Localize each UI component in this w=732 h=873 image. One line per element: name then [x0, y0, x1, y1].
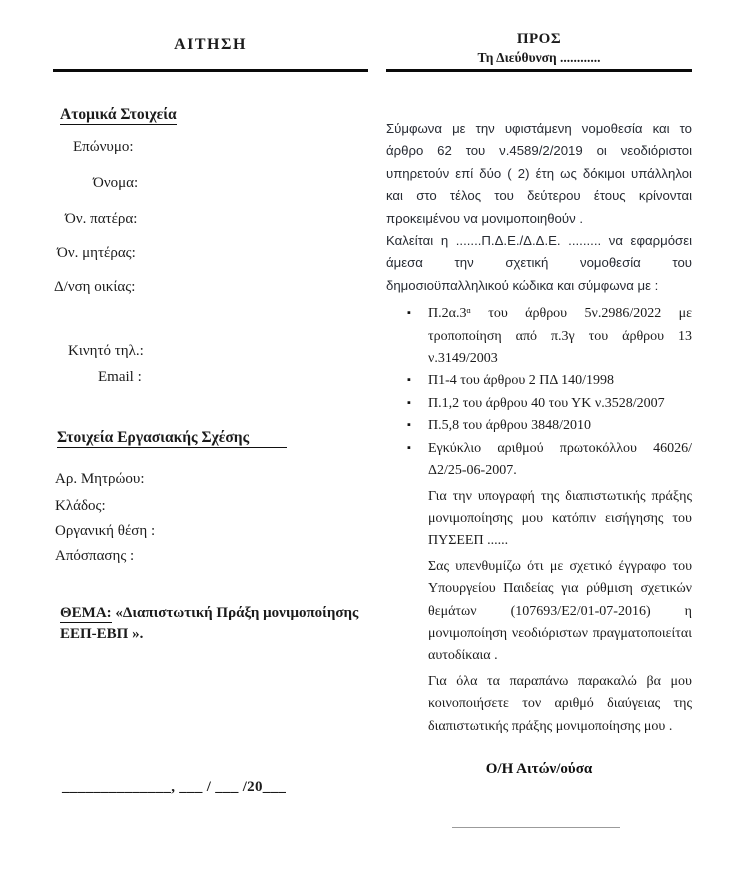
recipient-line: Τη Διεύθυνση ............ — [477, 50, 601, 65]
list-item — [407, 303, 692, 370]
field-label-mobile-phone: Κινητό τηλ.: — [68, 343, 144, 359]
legal-references-list — [386, 303, 692, 482]
list-item-text: Π.1,2 του άρθρου 40 του ΥΚ ν.3528/2007 — [428, 395, 665, 411]
list-item — [407, 415, 692, 437]
subject-label: ΘΕΜΑ: — [60, 605, 112, 621]
left-column — [53, 0, 368, 873]
list-item-text: Π1-4 του άρθρου 2 ΠΔ 140/1998 — [428, 373, 615, 389]
list-item — [407, 370, 692, 392]
paragraph-ministry-reminder: Σας υπενθυμίζω ότι με σχετικό έγγραφο του Υπουργείου Παιδείας για ρύθμιση σχετικών θεμάτων (107693/Ε2/01-07-2016) η μονιμοποίηση νεοδιόριστων πραγματοποιείται αυτοδίκαια . — [428, 558, 692, 664]
employment-details-heading-label: Στοιχεία Εργασιακής Σχέσης — [57, 429, 287, 448]
field-label-registry-number: Αρ. Μητρώου: — [55, 471, 145, 487]
applicant-signature-label: Ο/Η Αιτών/ούσα — [485, 761, 593, 777]
field-label-secondment: Απόσπασης : — [55, 548, 135, 564]
right-header-rule — [386, 69, 692, 72]
list-item-text: Π.2α.3ᵅ του άρθρου 5ν.2986/2022 με τροποποίηση από π.3γ του άρθρου 13 ν.3149/2003 — [428, 306, 692, 367]
personal-details-heading-label: Ατομικά Στοιχεία — [60, 106, 177, 123]
paragraph-legal-basis: Σύμφωνα με την υφιστάμενη νομοθεσία και το άρθρο 62 του ν.4589/2/2019 οι νεοδιόριστοι υπηρετούν επί δύο ( 2) έτη ως δόκιμοι υπάλληλοι και στο τέλος του δεύτερου έτους κρίνονται προκειμένου να μονιμοποιηθούν . — [386, 121, 692, 226]
subject-text: «Διαπιστωτική Πράξη μονιμοποίησης ΕΕΠ-ΕΒΠ ». — [60, 605, 359, 642]
to-label: ΠΡΟΣ — [516, 31, 562, 47]
field-label-mother-name: Όν. μητέρας: — [57, 245, 136, 261]
field-label-organic-post: Οργανική θέση : — [55, 523, 156, 539]
list-item — [407, 438, 692, 483]
bullet-icon: ▪ — [407, 419, 411, 432]
bullet-icon: ▪ — [407, 441, 411, 454]
paragraph-signature-request: Για την υπογραφή της διαπιστωτικής πράξης μονιμοποίησης μου κατόπιν εισήγησης του ΠΥΣΕΕΠ ...... — [428, 488, 692, 549]
list-item-text: Εγκύκλιο αριθμού πρωτοκόλλου 46026/Δ2/25-06-2007. — [428, 440, 692, 479]
field-label-email: Email : — [98, 369, 142, 385]
right-column — [386, 0, 692, 873]
employment-details-heading — [57, 429, 287, 447]
personal-details-heading — [60, 106, 177, 124]
signature-line — [452, 827, 620, 828]
field-label-branch: Κλάδος: — [55, 498, 106, 514]
field-label-surname: Επώνυμο: — [73, 139, 134, 155]
left-header-rule — [53, 69, 368, 72]
place-date-blank-line: ______________, ___ / ___ /20___ — [62, 779, 287, 795]
subject-line — [60, 603, 365, 645]
list-item-text: Π.5,8 του άρθρου 3848/2010 — [428, 418, 592, 434]
bullet-icon: ▪ — [407, 374, 411, 387]
paragraph-call-to-apply: Καλείται η .......Π.Δ.Ε./Δ.Δ.Ε. ......... να εφαρμόσει άμεσα την σχετική νομοθεσία του δημοσιοϋπαλληλικού κώδικα και σύμφωνα με : — [386, 233, 692, 293]
field-label-firstname: Όνομα: — [93, 175, 139, 191]
field-label-home-address: Δ/νση οικίας: — [54, 279, 136, 295]
bullet-icon: ▪ — [407, 307, 411, 320]
list-item — [407, 393, 692, 415]
application-title: ΑΙΤΗΣΗ — [174, 36, 247, 53]
paragraph-notification-request: Για όλα τα παραπάνω παρακαλώ βα μου κοινοποιήσετε τον αριθμό διαύγειας της διαπιστωτικής πράξης μονιμοποίησης μου . — [428, 673, 692, 734]
bullet-icon: ▪ — [407, 396, 411, 409]
field-label-father-name: Όν. πατέρα: — [65, 211, 138, 227]
request-body — [386, 118, 692, 738]
